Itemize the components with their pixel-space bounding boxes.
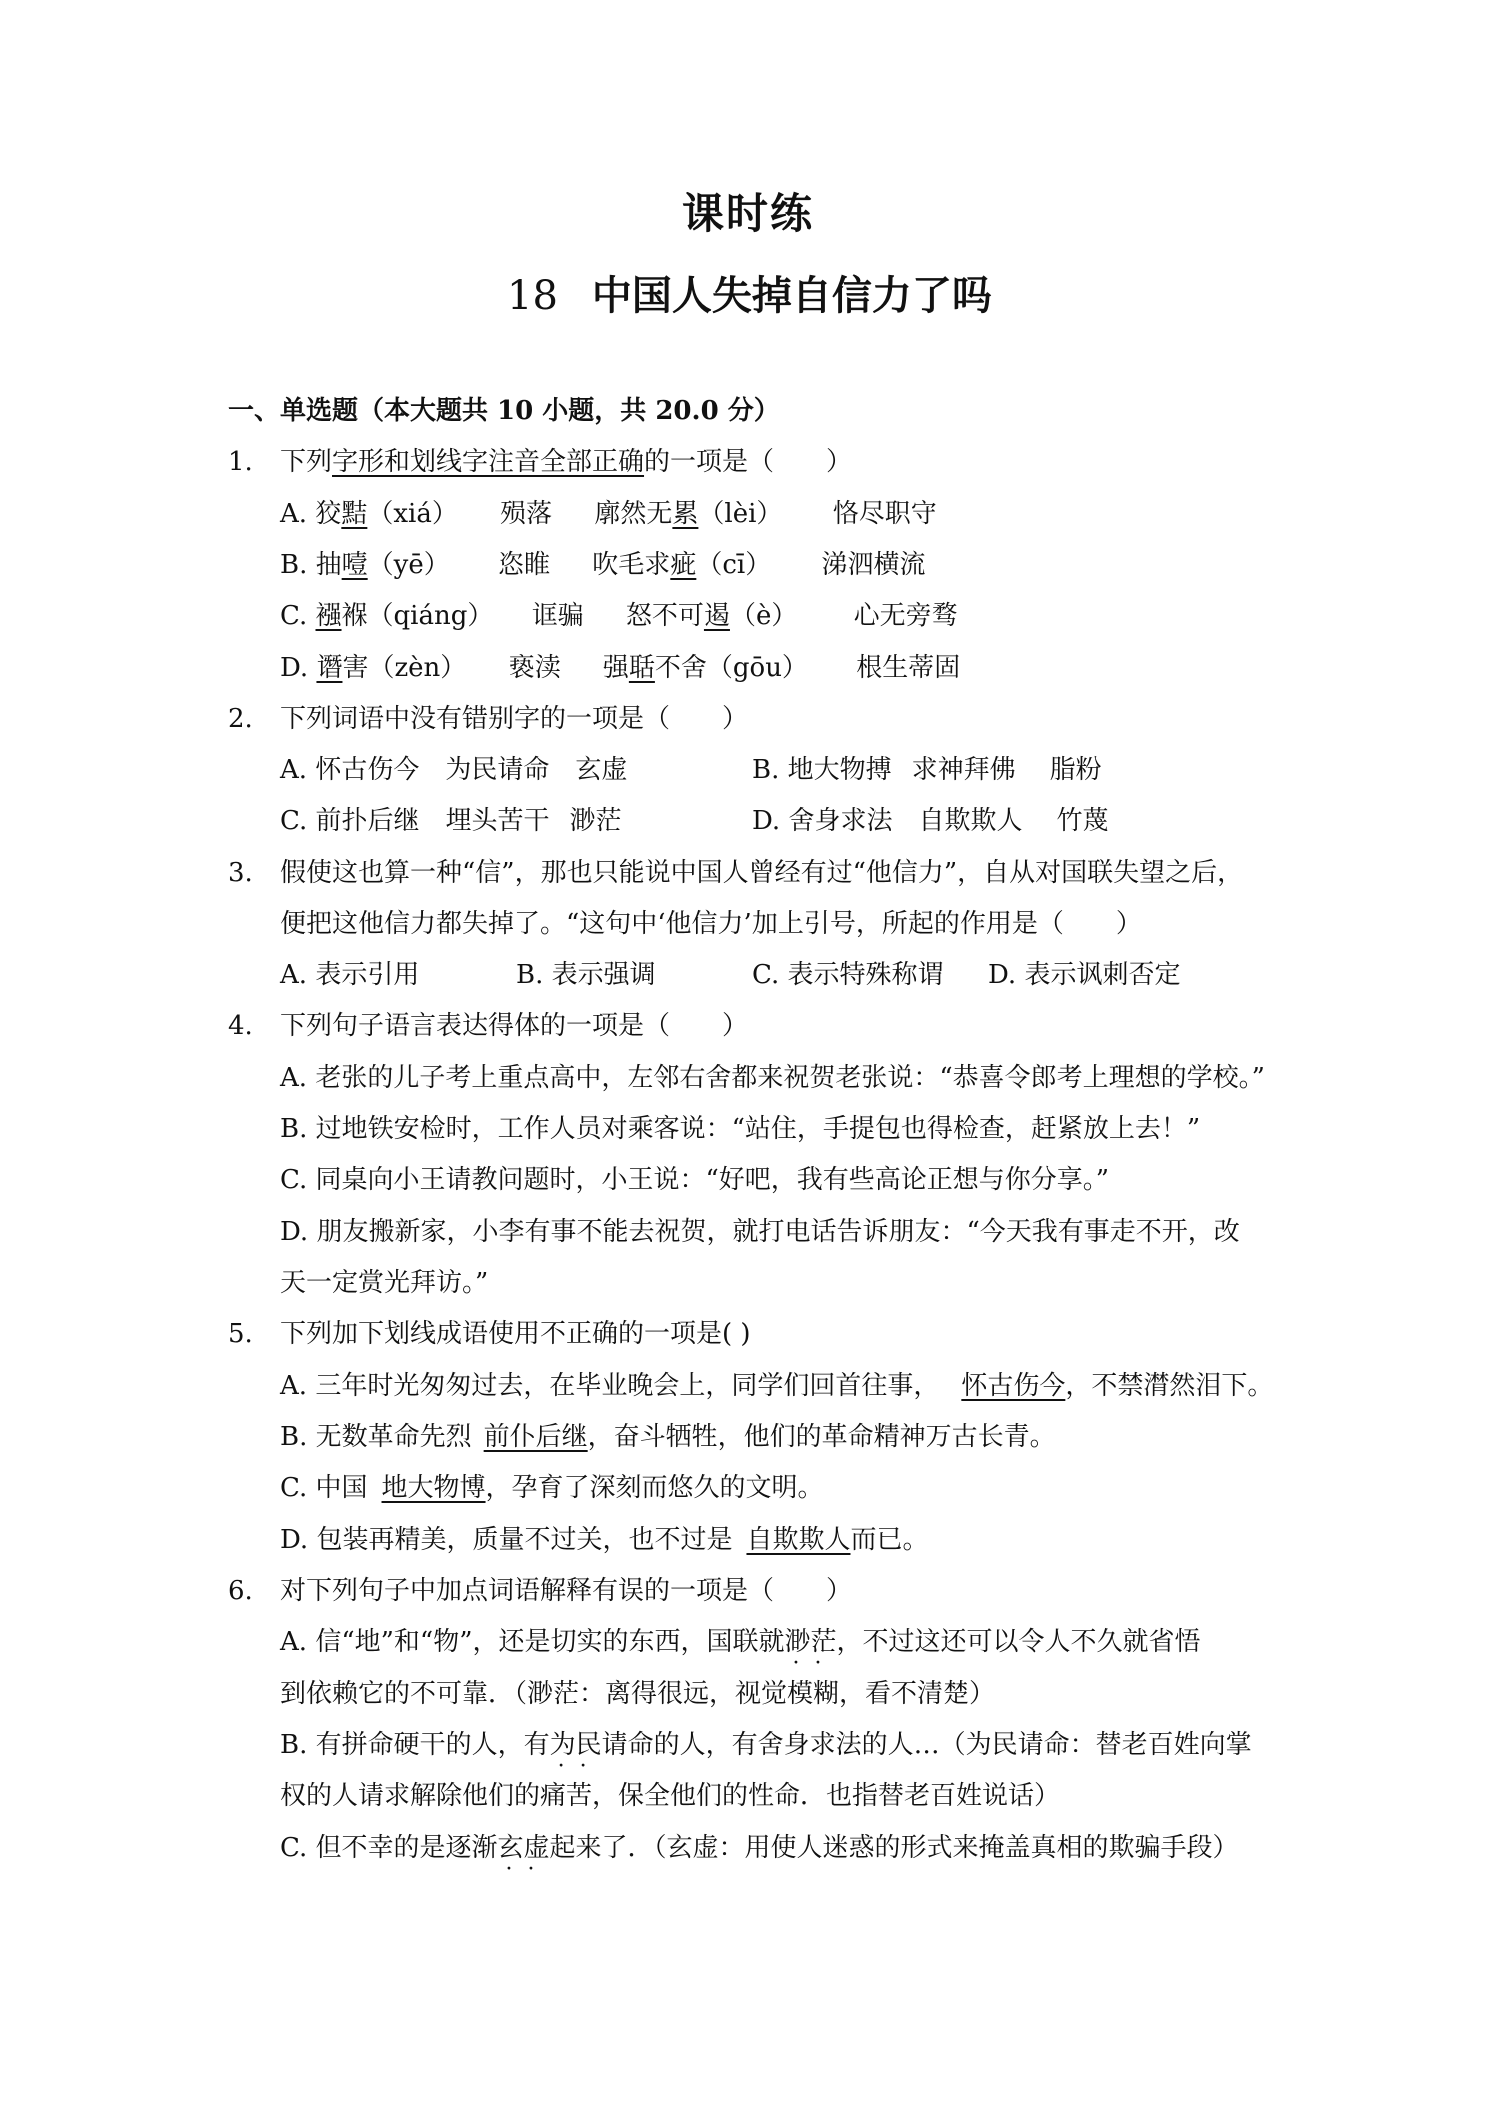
question-stem: 下列加下划线成语使用不正确的一项是( ) (280, 1319, 751, 1349)
option-d-line2: 天一定赏光拜访。” (280, 1268, 489, 1298)
dotted-word: 渺茫 · · (784, 1627, 836, 1657)
question-number: 5. (228, 1319, 253, 1349)
question-number: 4. (228, 1011, 253, 1041)
question-number: 1. (228, 447, 253, 477)
option-d: D. 包装再精美，质量不过关，也不过是 自欺欺人而已。 (280, 1525, 929, 1555)
option-b: B. 过地铁安检时，工作人员对乘客说：“站住，手提包也得检查，赶紧放上去！” (280, 1114, 1201, 1144)
question-stem: 下列词语中没有错别字的一项是（ ） (280, 704, 749, 734)
option-d: D. 舍身求法 自欺欺人 竹蔑 (752, 806, 1109, 836)
option-c: C. 同桌向小王请教问题时，小王说：“好吧，我有些高论正想与你分享。” (280, 1165, 1110, 1195)
option-c: C. 前扑后继 埋头苦干 渺茫 (280, 806, 622, 836)
dotted-word: 玄虚 · · (498, 1833, 550, 1863)
lesson-number: 18 (507, 273, 558, 319)
option-a: A. 信“地”和“物”，还是切实的东西，国联就渺茫 · ·，不过这还可以令人不久就省悟 (280, 1624, 1201, 1660)
question-stem: 假使这也算一种“信”，那也只能说中国人曾经有过“他信力”，自从对国联失望之后， (280, 858, 1244, 888)
option-c: C. 但不幸的是逐渐玄虚 · ·起来了．（玄虚：用使人迷惑的形式来掩盖真相的欺骗手段） (280, 1830, 1239, 1866)
dotted-word: 为民请命 · · (550, 1730, 654, 1760)
option-b: B. 表示强调 (516, 960, 656, 990)
page-title: 课时练 (682, 189, 815, 238)
question-stem: 下列字形和划线字注音全部正确的一项是（ ） (280, 447, 853, 477)
option-c: C. 表示特殊称谓 (752, 960, 944, 990)
option-b: B. 地大物搏 求神拜佛 脂粉 (752, 755, 1102, 785)
question-number: 6. (228, 1576, 253, 1606)
question-stem: 下列句子语言表达得体的一项是（ ） (280, 1011, 749, 1041)
option-c: C. 中国 地大物博，孕育了深刻而悠久的文明。 (280, 1473, 824, 1503)
option-b-line2: 权的人请求解除他们的痛苦，保全他们的性命．也指替老百姓说话） (280, 1781, 1061, 1811)
lesson-title (507, 268, 992, 324)
option-a: A. 怀古伤今 为民请命 玄虚 (280, 755, 628, 785)
option-d: D. 表示讽刺否定 (988, 960, 1181, 990)
option-row: A. 狡黠（xiá） 殒落 廓然无累（lèi） 恪尽职守 (280, 499, 937, 529)
option-row: C. 襁褓（qiáng） 诓骗 怒不可遏（è） 心无旁骛 (280, 601, 958, 631)
option-a: A. 三年时光匆匆过去，在毕业晚会上，同学们回首往事， 怀古伤今，不禁潸然泪下。 (280, 1371, 1274, 1401)
question-number: 2. (228, 704, 253, 734)
option-d: D. 朋友搬新家，小李有事不能去祝贺，就打电话告诉朋友：“今天我有事走不开，改 (280, 1217, 1240, 1247)
section-heading: 一、单选题（本大题共 10 小题，共 20.0 分） (228, 396, 780, 426)
option-b: B. 无数革命先烈 前仆后继，奋斗牺牲，他们的革命精神万古长青。 (280, 1422, 1056, 1452)
option-a-line2: 到依赖它的不可靠．（渺茫：离得很远，视觉模糊，看不清楚） (280, 1679, 996, 1709)
question-number: 3. (228, 858, 253, 888)
option-row: B. 抽噎（yē） 恣睢 吹毛求疵（cī） 涕泗横流 (280, 550, 926, 580)
lesson-name: 中国人失掉自信力了吗 (591, 272, 992, 319)
question-stem-line2: 便把这他信力都失掉了。“这句中‘他信力’加上引号，所起的作用是（ ） (280, 909, 1142, 939)
option-a: A. 老张的儿子考上重点高中，左邻右舍都来祝贺老张说：“恭喜令郎考上理想的学校。” (280, 1063, 1265, 1093)
option-b: B. 有拼命硬干的人，有为民请命 · ·的人，有舍身求法的人…（为民请命：替老百姓向掌 (280, 1727, 1252, 1763)
option-row: D. 谮害（zèn） 亵渎 强聒不舍（gōu） 根生蒂固 (280, 653, 961, 683)
question-stem: 对下列句子中加点词语解释有误的一项是（ ） (280, 1576, 853, 1606)
option-a: A. 表示引用 (280, 960, 420, 990)
